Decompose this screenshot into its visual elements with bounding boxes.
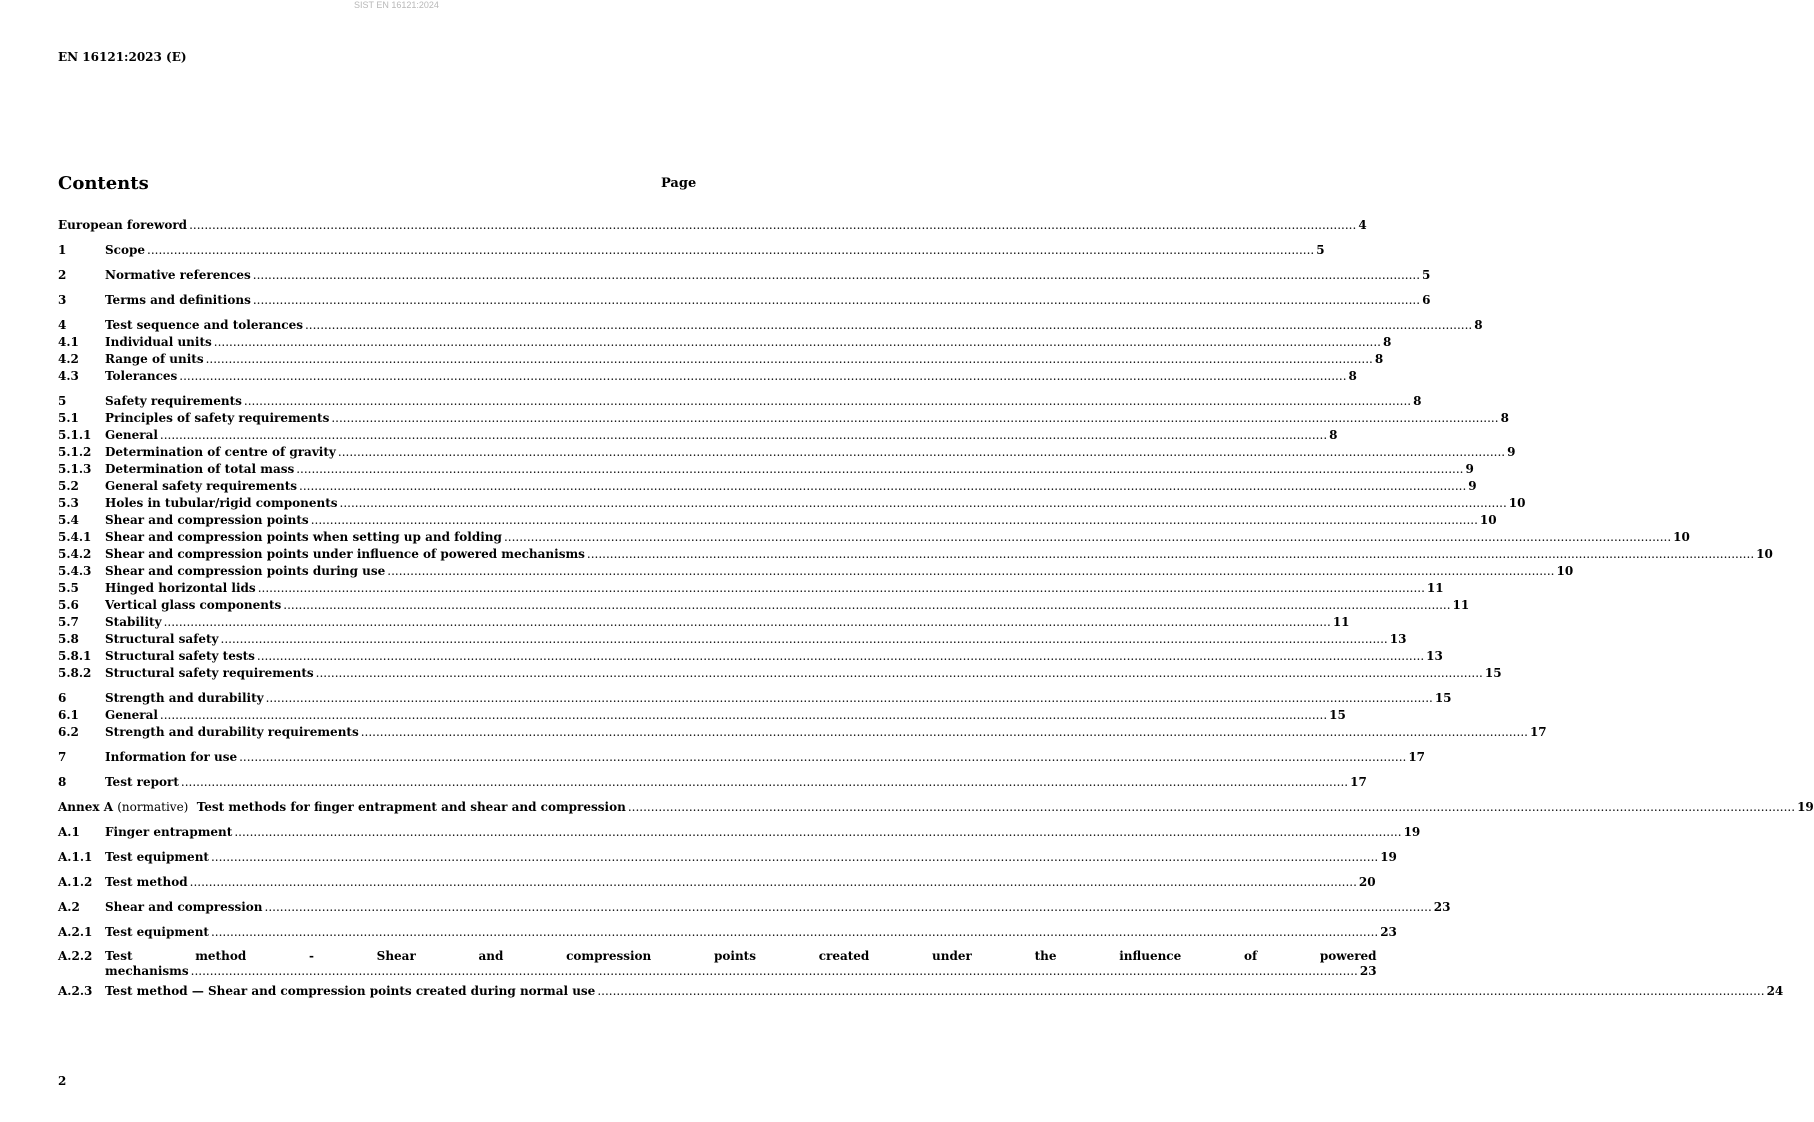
toc-leader bbox=[234, 824, 1401, 841]
toc-leader bbox=[181, 774, 1348, 791]
toc-leader bbox=[338, 444, 1505, 461]
page-number: 2 bbox=[58, 1074, 67, 1088]
toc-page: 13 bbox=[1389, 632, 1407, 646]
toc-title: General safety requirements bbox=[105, 479, 298, 493]
toc-page: 15 bbox=[1434, 691, 1452, 705]
toc-entry-2[interactable] bbox=[58, 267, 1431, 284]
toc-title: Tolerances bbox=[105, 369, 178, 383]
toc-page: 19 bbox=[1380, 850, 1397, 864]
toc-page: 10 bbox=[1673, 530, 1690, 544]
toc-number: A.1.2 bbox=[58, 875, 93, 889]
toc-title: Structural safety requirements bbox=[105, 666, 314, 680]
toc-leader bbox=[147, 242, 1314, 259]
toc-number: 4.1 bbox=[58, 335, 79, 349]
toc-page: 10 bbox=[1508, 496, 1526, 510]
toc-leader bbox=[305, 317, 1472, 334]
toc-page: 11 bbox=[1332, 615, 1350, 629]
toc-title: Finger entrapment bbox=[105, 825, 233, 839]
table-of-contents bbox=[58, 217, 1814, 1000]
toc-title: Hinged horizontal lids bbox=[105, 581, 256, 595]
toc-title: Shear and compression points under influence of powered mechanisms bbox=[105, 547, 585, 561]
toc-entry-5-7[interactable] bbox=[58, 614, 1350, 631]
toc-number: 5.4.1 bbox=[58, 530, 92, 544]
toc-title: Test equipment bbox=[105, 925, 209, 939]
toc-page: 8 bbox=[1413, 394, 1422, 408]
toc-page: 8 bbox=[1383, 335, 1392, 349]
toc-entry-5-4-2[interactable] bbox=[58, 546, 1773, 563]
toc-title: European foreword bbox=[58, 218, 188, 232]
toc-number: A.2.3 bbox=[58, 984, 93, 998]
toc-page: 5 bbox=[1316, 243, 1325, 257]
toc-page: 24 bbox=[1766, 984, 1784, 998]
toc-number: 4.2 bbox=[58, 352, 79, 366]
toc-number: 5.8.1 bbox=[58, 649, 92, 663]
toc-number: 5.1.3 bbox=[58, 462, 92, 476]
toc-leader bbox=[211, 924, 1378, 941]
toc-title: Test equipment bbox=[105, 850, 209, 864]
toc-page: 6 bbox=[1422, 293, 1431, 307]
toc-title: Principles of safety requirements bbox=[105, 411, 330, 425]
toc-leader bbox=[597, 983, 1764, 1000]
toc-number: 5.6 bbox=[58, 598, 79, 612]
toc-entry-5-5[interactable] bbox=[58, 580, 1444, 597]
toc-entry-1[interactable] bbox=[58, 242, 1325, 259]
annex-type: (normative) bbox=[117, 800, 189, 814]
toc-title: Test method — Shear and compression points created during normal use bbox=[105, 984, 596, 998]
toc-entry-5-1-3[interactable] bbox=[58, 461, 1474, 478]
toc-title: Shear and compression bbox=[105, 900, 263, 914]
toc-title-line-2: mechanisms bbox=[105, 964, 189, 978]
toc-number: 5.4 bbox=[58, 513, 79, 527]
toc-number: 5.8 bbox=[58, 632, 79, 646]
toc-leader bbox=[311, 512, 1478, 529]
toc-title: Test method bbox=[105, 875, 188, 889]
toc-leader bbox=[265, 899, 1432, 916]
toc-entry-8[interactable] bbox=[58, 774, 1367, 791]
toc-leader bbox=[253, 292, 1420, 309]
toc-number: 5.1.1 bbox=[58, 428, 92, 442]
annex-title: Test methods for finger entrapment and shear and compression bbox=[196, 800, 626, 814]
toc-entry-6-2[interactable] bbox=[58, 724, 1547, 741]
toc-title: Test report bbox=[105, 775, 179, 789]
toc-page: 5 bbox=[1422, 268, 1431, 282]
toc-number: 3 bbox=[58, 293, 67, 307]
toc-title: General bbox=[105, 708, 158, 722]
toc-page: 10 bbox=[1479, 513, 1497, 527]
toc-page: 8 bbox=[1374, 352, 1384, 366]
toc-number: 7 bbox=[58, 750, 67, 764]
toc-page: 9 bbox=[1468, 479, 1477, 493]
toc-leader bbox=[244, 393, 1411, 410]
toc-entry-5-8[interactable] bbox=[58, 631, 1407, 648]
toc-entry-4-1[interactable] bbox=[58, 334, 1392, 351]
toc-leader bbox=[316, 665, 1483, 682]
contents-title: Contents bbox=[58, 173, 149, 194]
toc-page: 19 bbox=[1797, 800, 1814, 814]
toc-title: Determination of centre of gravity bbox=[105, 445, 336, 459]
toc-number: 4.3 bbox=[58, 369, 79, 383]
toc-entry-5-8-2[interactable] bbox=[58, 665, 1502, 682]
toc-number: 5.4.3 bbox=[58, 564, 92, 578]
toc-leader bbox=[283, 597, 1450, 614]
toc-entry-3[interactable] bbox=[58, 292, 1431, 309]
toc-number: 5.4.2 bbox=[58, 547, 92, 561]
toc-entry-a-2[interactable] bbox=[58, 899, 1451, 916]
toc-entry-a-1[interactable] bbox=[58, 824, 1421, 841]
toc-entry-5-2[interactable] bbox=[58, 478, 1477, 495]
toc-leader bbox=[164, 614, 1331, 631]
toc-entry-7[interactable] bbox=[58, 749, 1426, 766]
toc-title: Information for use bbox=[105, 750, 238, 764]
toc-page: 11 bbox=[1452, 598, 1470, 612]
toc-number: 1 bbox=[58, 243, 67, 257]
toc-title: Holes in tubular/rigid components bbox=[105, 496, 338, 510]
toc-leader bbox=[160, 427, 1327, 444]
toc-leader bbox=[361, 724, 1528, 741]
toc-page: 17 bbox=[1408, 750, 1426, 764]
toc-leader bbox=[587, 546, 1754, 563]
toc-title: Safety requirements bbox=[105, 394, 242, 408]
toc-title: Test sequence and tolerances bbox=[105, 318, 303, 332]
toc-page: 17 bbox=[1529, 725, 1547, 739]
toc-page: 15 bbox=[1484, 666, 1502, 680]
toc-number: 5.5 bbox=[58, 581, 79, 595]
toc-number: 5.8.2 bbox=[58, 666, 92, 680]
toc-number: A.1.1 bbox=[58, 850, 93, 864]
toc-leader bbox=[266, 690, 1433, 707]
toc-title bbox=[58, 799, 626, 816]
toc-title: Structural safety tests bbox=[105, 649, 255, 663]
toc-title: General bbox=[105, 428, 158, 442]
toc-number: 8 bbox=[58, 775, 67, 789]
toc-leader bbox=[214, 334, 1381, 351]
toc-page: 20 bbox=[1358, 875, 1376, 889]
toc-leader bbox=[331, 410, 1498, 427]
toc-leader bbox=[299, 478, 1466, 495]
toc-title: Vertical glass components bbox=[105, 598, 282, 612]
toc-page: 10 bbox=[1556, 564, 1574, 578]
toc-entry-4-2[interactable] bbox=[58, 351, 1384, 368]
toc-leader bbox=[296, 461, 1463, 478]
toc-entry-5-4[interactable] bbox=[58, 512, 1497, 529]
toc-page: 23 bbox=[1359, 964, 1377, 978]
toc-entry-5-4-3[interactable] bbox=[58, 563, 1574, 580]
toc-number: 6.1 bbox=[58, 708, 79, 722]
toc-entry-5-4-1[interactable] bbox=[58, 529, 1690, 546]
toc-page: 23 bbox=[1433, 900, 1451, 914]
toc-number: A.2.2 bbox=[58, 949, 93, 963]
toc-number: 5.3 bbox=[58, 496, 79, 510]
toc-number: 6.2 bbox=[58, 725, 79, 739]
toc-leader bbox=[628, 799, 1795, 816]
toc-number: 6 bbox=[58, 691, 67, 705]
toc-page: 8 bbox=[1329, 428, 1338, 442]
toc-title: Shear and compression points during use bbox=[105, 564, 386, 578]
toc-number: 4 bbox=[58, 318, 67, 332]
toc-leader bbox=[387, 563, 1554, 580]
toc-entry-6-1[interactable] bbox=[58, 707, 1346, 724]
toc-entry-5-6[interactable] bbox=[58, 597, 1470, 614]
toc-title: Structural safety bbox=[105, 632, 219, 646]
toc-page: 9 bbox=[1507, 445, 1516, 459]
toc-number: A.1 bbox=[58, 825, 80, 839]
toc-entry-5-1-2[interactable] bbox=[58, 444, 1516, 461]
toc-number: A.2.1 bbox=[58, 925, 93, 939]
toc-page: 23 bbox=[1380, 925, 1397, 939]
toc-title-line-1: Test method - Shear and compression points created under the influence of powered bbox=[105, 949, 1377, 963]
toc-leader bbox=[179, 368, 1346, 385]
toc-leader bbox=[239, 749, 1406, 766]
toc-number: 5.7 bbox=[58, 615, 79, 629]
toc-page: 19 bbox=[1403, 825, 1421, 839]
toc-entry-foreword[interactable] bbox=[58, 217, 1367, 234]
watermark: SIST EN 16121:2024 bbox=[354, 0, 439, 10]
toc-entry-5-8-1[interactable] bbox=[58, 648, 1443, 665]
toc-number: A.2 bbox=[58, 900, 80, 914]
toc-title: Individual units bbox=[105, 335, 212, 349]
toc-page: 8 bbox=[1500, 411, 1509, 425]
toc-entry-5-1-1[interactable] bbox=[58, 427, 1338, 444]
toc-title: Scope bbox=[105, 243, 146, 257]
toc-title: Range of units bbox=[105, 352, 204, 366]
toc-number: 2 bbox=[58, 268, 67, 282]
toc-number: 5.1 bbox=[58, 411, 79, 425]
toc-page: 8 bbox=[1348, 369, 1357, 383]
toc-leader bbox=[504, 529, 1671, 546]
toc-leader bbox=[211, 849, 1378, 866]
toc-leader bbox=[257, 648, 1424, 665]
toc-title: Terms and definitions bbox=[105, 293, 251, 307]
toc-number: 5.2 bbox=[58, 479, 79, 493]
document-id: EN 16121:2023 (E) bbox=[58, 50, 187, 64]
toc-title: Stability bbox=[105, 615, 162, 629]
annex-label: Annex A bbox=[58, 800, 114, 814]
toc-leader bbox=[206, 351, 1373, 368]
toc-leader bbox=[189, 217, 1356, 234]
toc-entry-5[interactable] bbox=[58, 393, 1422, 410]
toc-page: 15 bbox=[1329, 708, 1346, 722]
toc-title: Normative references bbox=[105, 268, 251, 282]
toc-leader bbox=[221, 631, 1388, 648]
toc-entry-5-1[interactable] bbox=[58, 410, 1509, 427]
toc-title: Shear and compression points bbox=[105, 513, 309, 527]
toc-page: 9 bbox=[1465, 462, 1474, 476]
toc-entry-a-1-1[interactable] bbox=[58, 849, 1397, 866]
toc-entry-4-3[interactable] bbox=[58, 368, 1357, 385]
toc-leader bbox=[340, 495, 1507, 512]
toc-title: Determination of total mass bbox=[105, 462, 295, 476]
toc-leader bbox=[258, 580, 1425, 597]
toc-leader bbox=[191, 964, 1358, 979]
toc-title: Strength and durability bbox=[105, 691, 264, 705]
toc-entry-annex-a[interactable] bbox=[58, 799, 1814, 816]
toc-page: 17 bbox=[1350, 775, 1367, 789]
toc-page: 13 bbox=[1426, 649, 1443, 663]
toc-leader bbox=[253, 267, 1420, 284]
toc-page: 10 bbox=[1756, 547, 1773, 561]
toc-entry-a-2-3[interactable] bbox=[58, 983, 1784, 1000]
toc-title: Strength and durability requirements bbox=[105, 725, 359, 739]
toc-entry-4[interactable] bbox=[58, 317, 1483, 334]
toc-title: Shear and compression points when setting up and folding bbox=[105, 530, 502, 544]
toc-page: 11 bbox=[1426, 581, 1444, 595]
toc-page: 4 bbox=[1358, 218, 1367, 232]
toc-entry-a-2-1[interactable] bbox=[58, 924, 1397, 941]
toc-leader bbox=[160, 707, 1327, 724]
toc-number: 5 bbox=[58, 394, 67, 408]
page-column-label: Page bbox=[661, 176, 697, 191]
toc-entry-a-2-2[interactable] bbox=[58, 949, 1377, 979]
toc-entry-6[interactable] bbox=[58, 690, 1452, 707]
toc-leader bbox=[190, 874, 1357, 891]
toc-entry-a-1-2[interactable] bbox=[58, 874, 1376, 891]
toc-entry-5-3[interactable] bbox=[58, 495, 1526, 512]
toc-page: 8 bbox=[1474, 318, 1483, 332]
toc-number: 5.1.2 bbox=[58, 445, 92, 459]
